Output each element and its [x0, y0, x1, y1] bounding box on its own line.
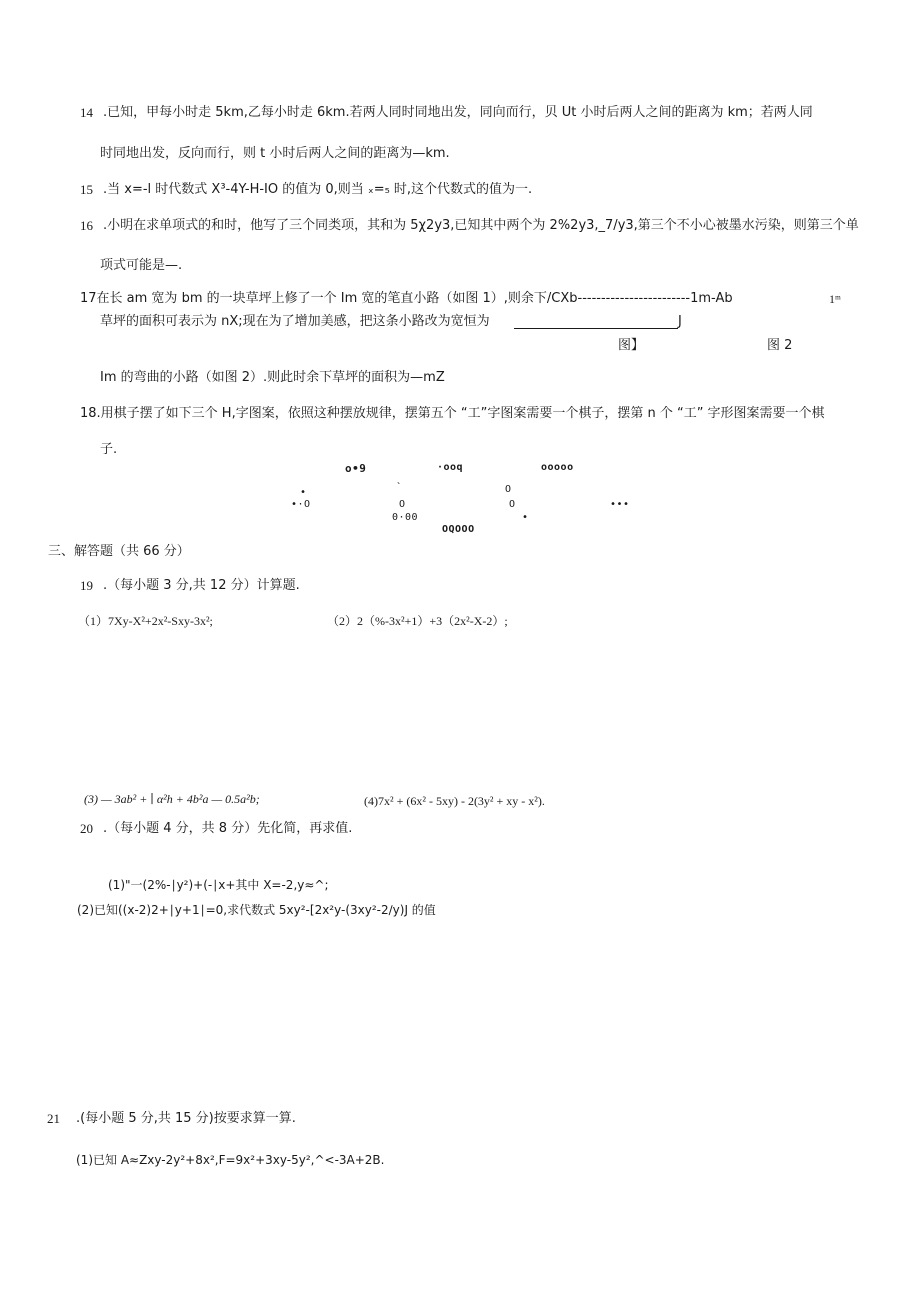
- question-21-part-1: (1)已知 A≈Zxy-2y²+8x²,F=9x²+3xy-5y²,^<-3A+2B.: [76, 1153, 385, 1167]
- question-14-line-1: .已知，甲每小时走 5km,乙每小时走 6km.若两人同时同地出发，同向而行，贝 Ut 小时后两人之间的距离为 km；若两人同: [103, 105, 813, 120]
- ellipsis-dots: •••: [610, 499, 630, 510]
- pattern-1-bottom: •·O: [291, 499, 311, 510]
- question-16-number: 16: [80, 218, 93, 233]
- question-15-line-1: .当 x=-l 时代数式 X³-4Y-H-IO 的值为 0,则当 ₓ=₅ 时,这个代数式的值为一.: [103, 182, 533, 197]
- figure-side-label: 1ᵐ: [829, 292, 841, 306]
- pattern-3-bottom: OQOOO: [442, 524, 475, 535]
- question-14-number: 14: [80, 105, 93, 120]
- question-20-number: 20: [80, 821, 93, 836]
- question-19-heading: .（每小题 3 分,共 12 分）计算题.: [103, 578, 300, 593]
- question-20-heading: .（每小题 4 分，共 8 分）先化简，再求值.: [103, 821, 353, 836]
- question-21-heading: .(每小题 5 分,共 15 分)按要求算一算.: [76, 1111, 296, 1126]
- question-19-part-4: (4)7x² + (6x² - 5xy) - 2(3y² + xy - x²).: [364, 794, 545, 808]
- question-18-line-1: 18.用棋子摆了如下三个 H,字图案，依照这种摆放规律，摆第五个 “工”字图案需要一个棋子，摆第 n 个 “工” 字形图案需要一个棋: [80, 406, 825, 421]
- pattern-1-stem: •: [300, 487, 307, 498]
- question-16-line-2: 项式可能是—.: [100, 258, 183, 273]
- question-18-line-2: 子.: [100, 442, 118, 457]
- figure-1-caption: 图】: [618, 338, 645, 353]
- question-20-part-2: (2)已知((x-2)2+∣y+1∣=0,求代数式 5xy²-[2x²y-(3xy²-2∕y)J 的值: [77, 903, 436, 917]
- answer-blank-end-mark: J: [678, 314, 682, 329]
- section-3-heading: 三、解答题（共 66 分）: [48, 544, 190, 559]
- figure-2-caption: 图 2: [767, 338, 793, 353]
- pattern-3-top: ooooo: [541, 462, 574, 473]
- question-16-line-1: .小明在求单项式的和时，他写了三个同类项，其和为 5χ2y3,已知其中两个为 2%2y3,_7/y3,第三个不小心被墨水污染，则第三个单: [103, 218, 859, 233]
- question-14-line-2: 时同地出发，反向而行，则 t 小时后两人之间的距离为—km.: [100, 146, 450, 161]
- question-19-part-2: （2）2（%-3x²+1）+3（2x²-X-2）;: [327, 614, 508, 628]
- pattern-2-top: ·ooq: [437, 462, 464, 473]
- answer-blank-line: [514, 328, 678, 329]
- question-20-part-1: (1)"一(2%-∣y²)+(-∣x+其中 X=-2,y≈^;: [108, 878, 329, 892]
- pattern-2-stem-mid: O: [399, 499, 406, 510]
- pattern-2-stem: `: [396, 482, 403, 493]
- question-19-number: 19: [80, 578, 93, 593]
- question-17-line-3: Im 的弯曲的小路（如图 2）.则此时余下草坪的面积为—mZ: [100, 370, 445, 385]
- pattern-3-stem-low: •: [522, 512, 529, 523]
- question-17-line-1: 17在长 am 宽为 bm 的一块草坪上修了一个 Im 宽的笔直小路（如图 1）,则余下/CXb------------------------1m-Ab: [80, 291, 733, 306]
- pattern-3-stem-top: O: [505, 484, 512, 495]
- question-19-part-3: (3) — 3ab² + ∣ α²h + 4b²a — 0.5a²b;: [84, 792, 260, 806]
- question-19-part-1: （1）7Xy-X²+2x²-Sxy-3x²;: [78, 614, 213, 628]
- question-21-number: 21: [47, 1111, 60, 1126]
- pattern-1-top: o•9: [345, 462, 367, 475]
- pattern-3-stem-mid: O: [509, 499, 516, 510]
- question-15-number: 15: [80, 182, 93, 197]
- pattern-2-bottom: 0·00: [392, 512, 419, 523]
- question-17-line-2: 草坪的面积可表示为 nX;现在为了增加美感，把这条小路改为宽恒为: [100, 314, 490, 329]
